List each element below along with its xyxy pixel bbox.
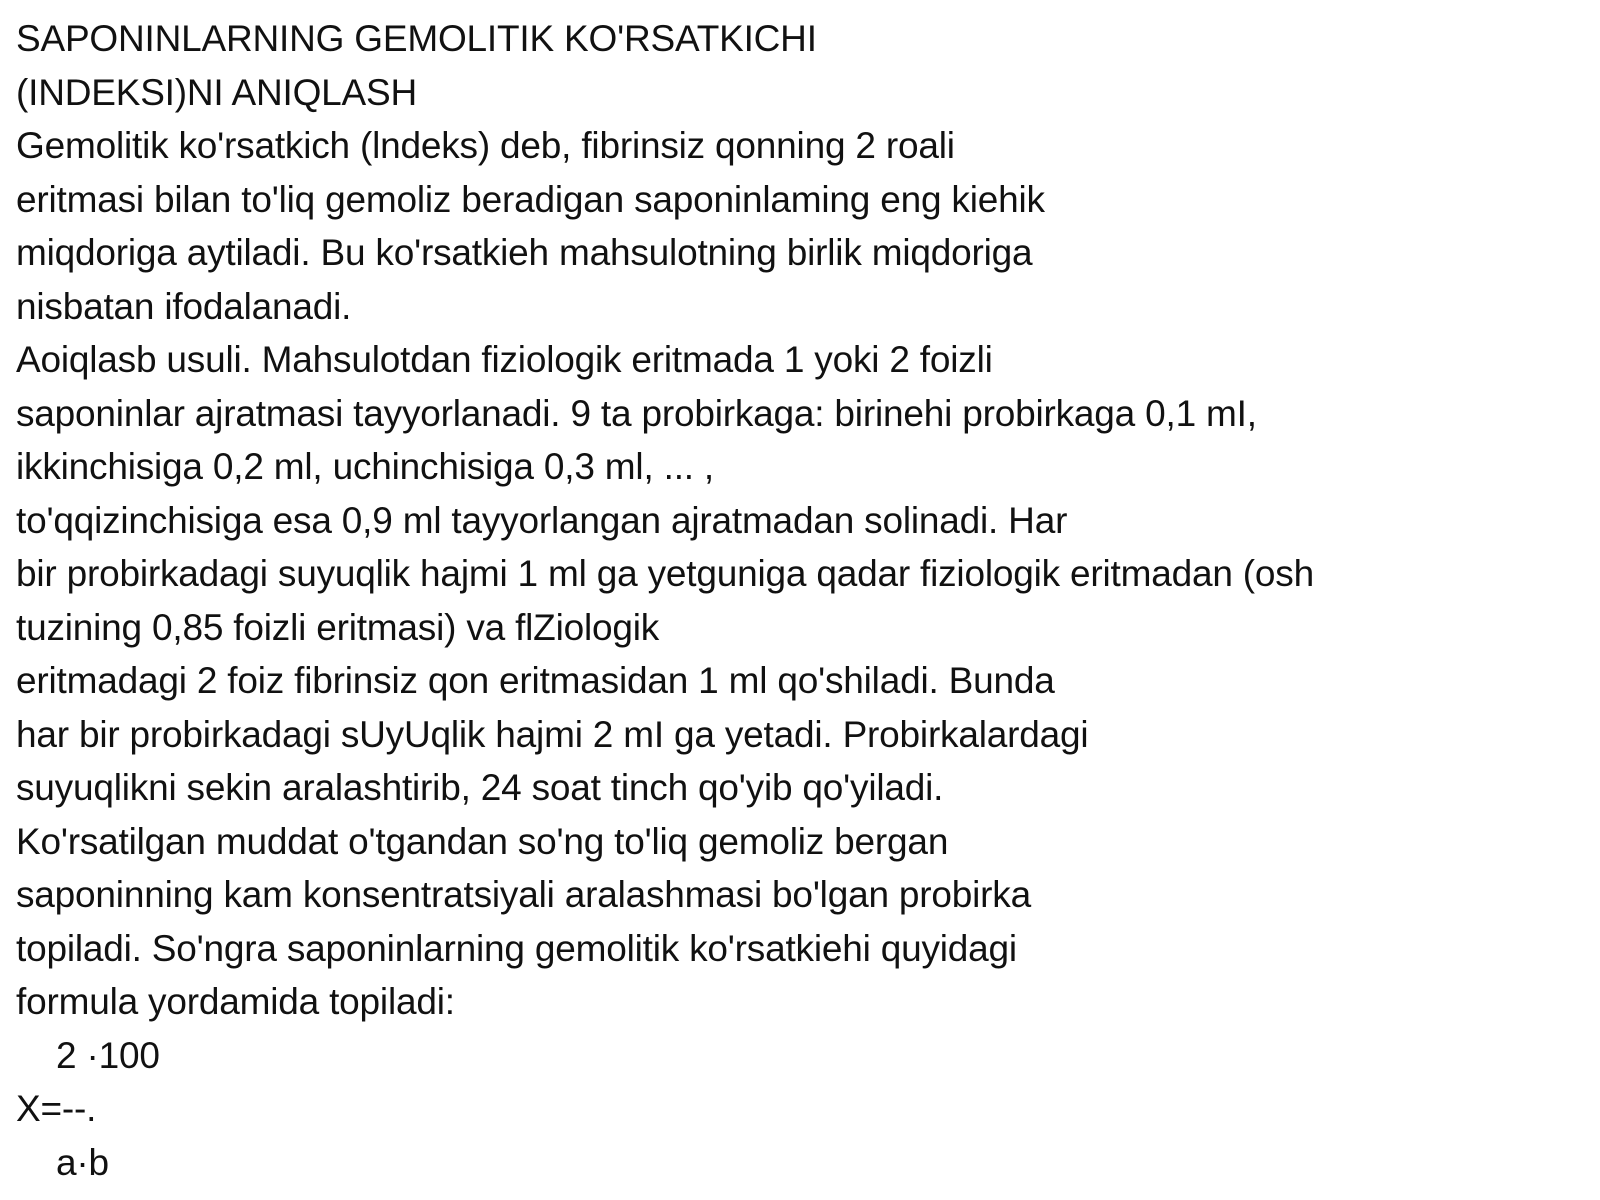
body-line-12: har bir probirkadagi sUyUqlik hajmi 2 mI ga yetadi. Probirkalardagi [16, 713, 1089, 755]
body-line-15: saponinning kam konsentratsiyali aralashmasi bo'lgan probirka [16, 874, 1031, 915]
body-line-13: suyuqlikni sekin aralashtirib, 24 soat tinch qo'yib qo'yiladi. [16, 767, 944, 808]
body-line-14: Ko'rsatilgan muddat o'tgandan so'ng to'liq gemoliz bergan [16, 820, 949, 862]
body-line-5: Aoiqlasb usuli. Mahsulotdan fiziologik eritmada 1 yoki 2 foizli [16, 339, 993, 380]
body-line-8: to'qqizinchisiga esa 0,9 ml tayyorlangan ajratmadan solinadi. Har [16, 499, 1068, 541]
body-line-4: nisbatan ifodalanadi. [16, 285, 352, 327]
formula-denominator: a·b [56, 1141, 109, 1183]
body-line-10: tuzining 0,85 foizli eritmasi) va flZiologik [16, 606, 660, 648]
body-line-9: bir probirkadagi suyuqlik hajmi 1 ml ga yetguniga qadar fiziologik eritmadan (osh [16, 553, 1314, 594]
body-line-2: eritmasi bilan to'liq gemoliz beradigan saponinlaming eng kiehik [16, 178, 1045, 220]
formula-lhs: X=--. [16, 1088, 97, 1129]
document-title-line-1: SAPONINLARNING GEMOLITIK KO'RSATKICHI [16, 18, 817, 59]
body-line-1: Gemolitik ko'rsatkich (lndeks) deb, fibrinsiz qonning 2 roali [16, 125, 955, 166]
document-title-line-2: (INDEKSI)NI ANIQLASH [16, 71, 418, 113]
body-line-6: saponinlar ajratmasi tayyorlanadi. 9 ta probirkaga: birinehi probirkaga 0,1 mI, [16, 392, 1257, 434]
body-line-7: ikkinchisiga 0,2 ml, uchinchisiga 0,3 ml, ... , [16, 446, 715, 487]
body-line-3: miqdoriga aytiladi. Bu ko'rsatkieh mahsulotning birlik miqdoriga [16, 232, 1033, 273]
body-line-11: eritmadagi 2 foiz fibrinsiz qon eritmasidan 1 ml qo'shiladi. Bunda [16, 660, 1055, 701]
formula-numerator: 2 ·100 [56, 1034, 160, 1076]
document-page [16, 12, 1576, 1189]
body-line-17: formula yordamida topiladi: [16, 981, 455, 1022]
body-line-16: topiladi. So'ngra saponinlarning gemolitik ko'rsatkiehi quyidagi [16, 927, 1017, 969]
